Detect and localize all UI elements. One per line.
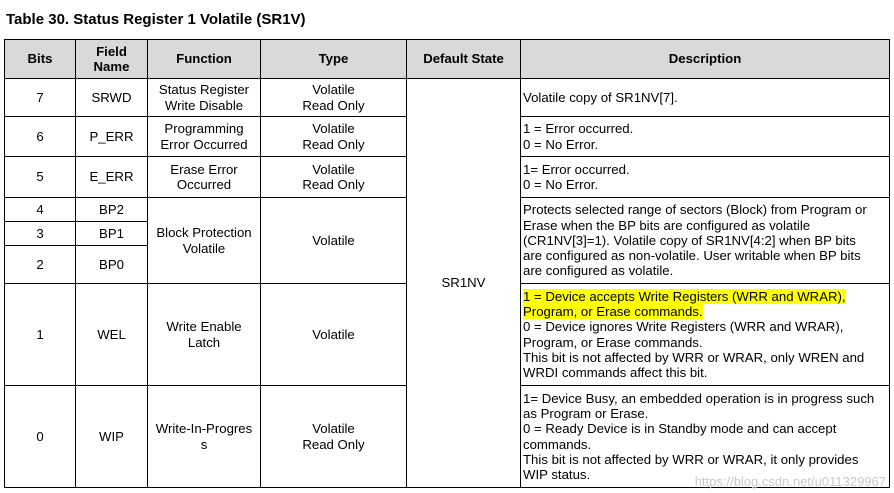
bit-cell: 1 [5,284,76,386]
description-cell [521,79,890,117]
description-cell [521,198,890,284]
table-title: Table 30. Status Register 1 Volatile (SR1V) [6,11,306,28]
highlight-mark: 1 = Device accepts Write Registers (WRR and WRAR), [523,288,846,304]
description-line: (CR1NV[3]=1). Volatile copy of SR1NV[4:2] when BP bits [523,232,856,248]
type-cell: Volatile [261,198,407,284]
description-line: are configured as non-volatile. User writable when BP bits [523,248,861,264]
function-cell [148,117,261,157]
type-cell: Volatile [261,284,407,386]
type-cell [261,157,407,198]
description-line: WIP status. [523,466,591,482]
description-line: This bit is not affected by WRR or WRAR, it only provides [523,451,859,467]
field-cell: E_ERR [76,157,148,198]
table-row [5,79,890,117]
header-function: Function [148,40,261,79]
bit-cell: 2 [5,246,76,284]
description-line: commands. [523,436,592,452]
description-cell [521,284,890,386]
function-cell [148,284,261,386]
type-line: Read Only [302,136,365,152]
description-line: are configured as volatile. [523,263,674,279]
field-cell: BP0 [76,246,148,284]
function-cell [148,79,261,117]
type-line: Read Only [302,436,365,452]
description-line: This bit is not affected by WRR or WRAR, only WREN and [523,349,865,365]
header-type: Type [261,40,407,79]
field-cell: WEL [76,284,148,386]
function-cell [148,198,261,284]
bit-cell: 3 [5,222,76,246]
type-line: Volatile [312,121,355,137]
function-line: Write-In-Progres [155,421,253,437]
header-field-name-line: Field [96,43,127,59]
description-line-highlighted [523,289,887,304]
description-line: 0 = Device ignores Write Registers (WRR and WRAR), [523,319,844,335]
description-line: 0 = No Error. [523,136,599,152]
header-default-state: Default State [407,40,521,79]
description-line: 1= Device Busy, an embedded operation is in progress such [523,390,875,406]
bit-cell: 0 [5,386,76,488]
bit-cell: 6 [5,117,76,157]
type-line: Read Only [302,97,365,113]
default-state-cell: SR1NV [407,79,521,488]
function-line: Volatile [182,240,226,256]
type-cell [261,79,407,117]
header-row [5,40,890,79]
description-line: 0 = No Error. [523,177,599,192]
function-line: Block Protection [156,225,252,241]
field-cell: BP2 [76,198,148,222]
description-line: 1 = Error occurred. [523,121,634,137]
header-field-name [76,40,148,79]
description-cell [521,157,890,198]
type-line: Volatile [312,161,355,177]
description-line: Program, or Erase commands. [523,334,703,350]
field-cell: SRWD [76,79,148,117]
function-line: s [200,436,208,452]
highlight-mark: Program, or Erase commands. [523,304,703,320]
bit-cell: 4 [5,198,76,222]
function-line: Write Enable [166,319,242,335]
function-line: Write Disable [164,97,244,113]
function-line: Latch [187,334,221,350]
description-line-highlighted [523,304,887,319]
type-line: Read Only [302,177,365,192]
field-cell: BP1 [76,222,148,246]
description-cell [521,386,890,488]
watermark: https://blog.csdn.net/u011329967 [694,474,886,489]
function-line: Error Occurred [160,136,248,152]
type-line: Volatile [312,82,355,98]
function-line: Status Register [158,82,250,98]
header-field-name-line: Name [93,59,130,74]
description-line: 1= Error occurred. [523,161,630,177]
status-register-table [4,39,890,488]
description-line: Volatile copy of SR1NV[7]. [523,89,678,105]
type-line: Volatile [312,421,355,437]
function-cell [148,386,261,488]
description-line: Protects selected range of sectors (Block) from Program or [523,202,867,218]
header-bits: Bits [5,40,76,79]
description-line: Erase when the BP bits are configured as volatile [523,217,811,233]
type-cell [261,117,407,157]
bit-cell: 5 [5,157,76,198]
function-line: Erase Error [170,161,238,177]
description-line: 0 = Ready Device is in Standby mode and can accept [523,421,837,437]
field-cell: P_ERR [76,117,148,157]
description-line: WRDI commands affect this bit. [523,364,708,380]
description-cell [521,117,890,157]
description-line: as Program or Erase. [523,406,649,422]
header-description: Description [521,40,890,79]
function-line: Occurred [176,177,232,192]
bit-cell: 7 [5,79,76,117]
field-cell: WIP [76,386,148,488]
function-cell [148,157,261,198]
type-cell [261,386,407,488]
function-line: Programming [164,121,244,137]
